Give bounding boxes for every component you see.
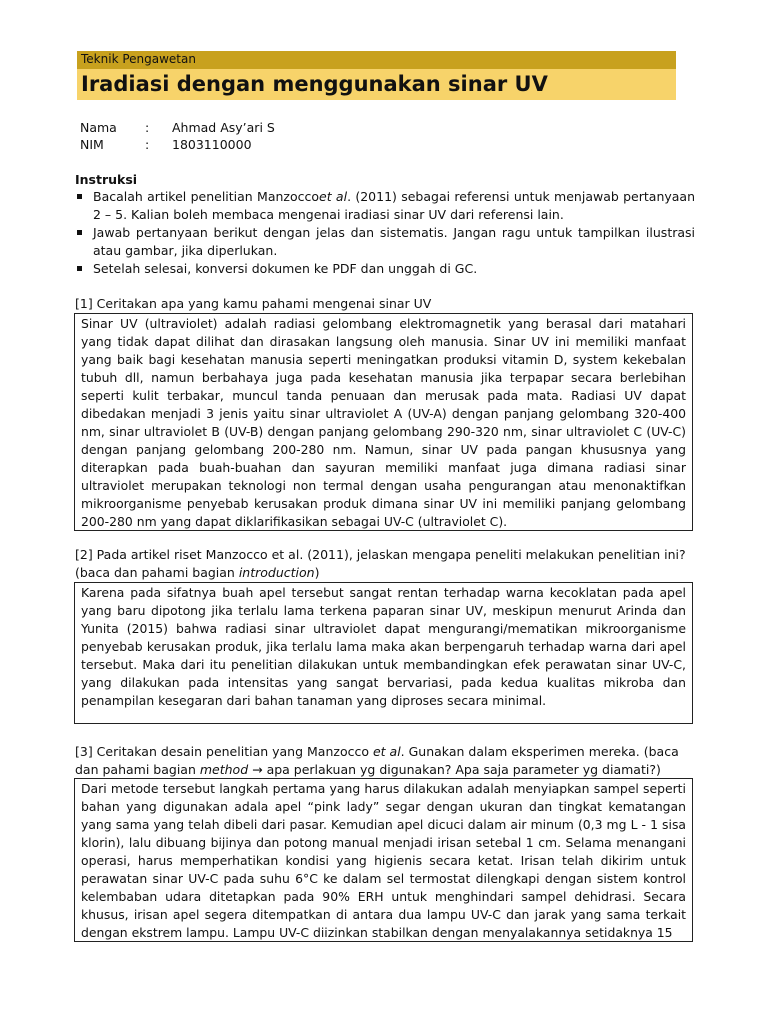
question-2-post: ) [314,565,320,580]
bullet-icon [77,230,82,235]
name-value: Ahmad Asy’ari S [172,120,275,135]
category-label: Teknik Pengawetan [81,52,196,66]
question-3-pre: [3] Ceritakan desain penelitian yang Manzocco [75,744,373,759]
bullet-icon [77,266,82,271]
question-2-italic: introduction [238,565,315,580]
answer-2-text: Karena pada sifatnya buah apel tersebut sangat rentan terhadap warna kecoklatan pada apel yang baru dipotong jika terlalu lama terkena paparan sinar UV, meskipun menurut Arinda dan Yunita (2015) bahwa radiasi sinar ultraviolet dapat mengurangi/mematikan mikroorganisme penyebab kerusakan produk, jika terlalu lama maka akan berpengaruh terhadap warna dari apel tersebut. Maka dari itu penelitian dilakukan untuk membandingkan efek perawatan sinar UV-C, yang dilakukan pada intensitas yang sangat bervariasi, pada kedua kualitas mikroba dan penampilan kesegaran dari bahan tanaman yang diproses secara minimal. [81,585,686,708]
nim-label: NIM [80,137,104,152]
question-3 [75,743,700,779]
instructions-list [75,188,695,278]
question-2 [75,546,700,582]
instruction-3-text: Setelah selesai, konversi dokumen ke PDF dan unggah di GC. [93,261,478,276]
instruction-1-italic: et al [319,189,348,204]
instruction-item [75,224,695,260]
answer-box-2 [74,582,693,724]
instruction-1-pre: Bacalah artikel penelitian Manzocco [93,189,320,204]
instruction-1-post: . (2011) sebagai referensi untuk menjawab pertanyaan 2 – 5. Kalian boleh membaca mengenai iradiasi sinar UV dari referensi lain. [93,189,696,222]
category-band [77,51,676,69]
instruction-item [75,260,695,278]
instruction-2-text: Jawab pertanyaan berikut dengan jelas dan sistematis. Jangan ragu untuk tampilkan ilustrasi atau gambar, jika diperlukan. [93,225,695,258]
nim-colon: : [145,137,150,152]
arrow-right-icon: → [248,762,267,777]
question-3-italic-1: et al [372,744,401,759]
question-2-pre: (baca dan pahami bagian [75,565,239,580]
question-3-post: apa perlakuan yg digunakan? Apa saja parameter yg diamati?) [266,762,661,777]
page-title: Iradiasi dengan menggunakan sinar UV [81,72,548,96]
name-colon: : [145,120,150,135]
answer-box-3 [74,778,693,942]
title-band [77,69,676,100]
answer-box-1 [74,313,693,531]
instructions-title: Instruksi [75,172,138,187]
instruction-item [75,188,695,224]
question-1: [1] Ceritakan apa yang kamu pahami mengenai sinar UV [75,296,432,311]
bullet-icon [77,194,82,199]
nim-value: 1803110000 [172,137,252,152]
question-3-mid: . Gunakan dalam eksperimen mereka. (baca dan pahami bagian [75,744,679,777]
question-2-line1: [2] Pada artikel riset Manzocco et al. (2011), jelaskan mengapa peneliti melakukan penelitian ini? [75,547,686,562]
question-3-italic-2: method [199,762,249,777]
answer-1-text: Sinar UV (ultraviolet) adalah radiasi gelombang elektromagnetik yang berasal dari matahari yang tidak dapat dilihat dan dirasakan langsung oleh manusia. Sinar UV ini memiliki manfaat yang baik bagi kesehatan manusia seperti meningatkan produksi vitamin D, system kekebalan tubuh dll, namun berbahaya juga pada kesehatan manusia jika terpapar secara berlebihan seperti kulit terbakar, muncul tanda penuaan dan merusak pada mata. Radiasi UV dapat dibedakan menjadi 3 jenis yaitu sinar ultraviolet A (UV-A) dengan panjang gelombang 320-400 nm, sinar ultraviolet B (UV-B) dengan panjang gelombang 290-320 nm, sinar ultraviolet C (UV-C) dengan panjang gelombang 200-280 nm. Namun, sinar UV pada pangan khususnya yang diterapkan pada buah-buahan dan sayuran memiliki manfaat juga dimana radiasi sinar ultraviolet merupakan teknologi non termal dengan usaha pengurangan atau menonaktifkan mikroorganisme penyebab kerusakan produk dimana sinar UV ini memiliki panjang gelombang 200-280 nm yang dapat diklarifikasikan sebagai UV-C (ultraviolet C). [81,316,686,529]
answer-3-text: Dari metode tersebut langkah pertama yang harus dilakukan adalah menyiapkan sampel seperti bahan yang digunakan adala apel “pink lady” segar dengan ukuran dan tingkat kematangan yang sama yang telah dibeli dari pasar. Kemudian apel dicuci dalam air minum (0,3 mg L - 1 sisa klorin), lalu dibuang bijinya dan potong manual menjadi irisan setebal 1 cm. Selama menangani operasi, harus memperhatikan kondisi yang higienis secara ketat. Irisan telah dikirim untuk perawatan sinar UV-C pada suhu 6°C ke dalam sel termostat dilengkapi dengan sistem kontrol kelembaban udara ditetapkan pada 90% ERH untuk menghindari sampel dehidrasi. Secara khusus, irisan apel segera ditempatkan di antara dua lampu UV-C dan jarak yang sama terkait dengan ekstrem lampu. Lampu UV-C diizinkan stabilkan dengan menyalakannya setidaknya 15 [81,781,686,940]
name-label: Nama [80,120,117,135]
